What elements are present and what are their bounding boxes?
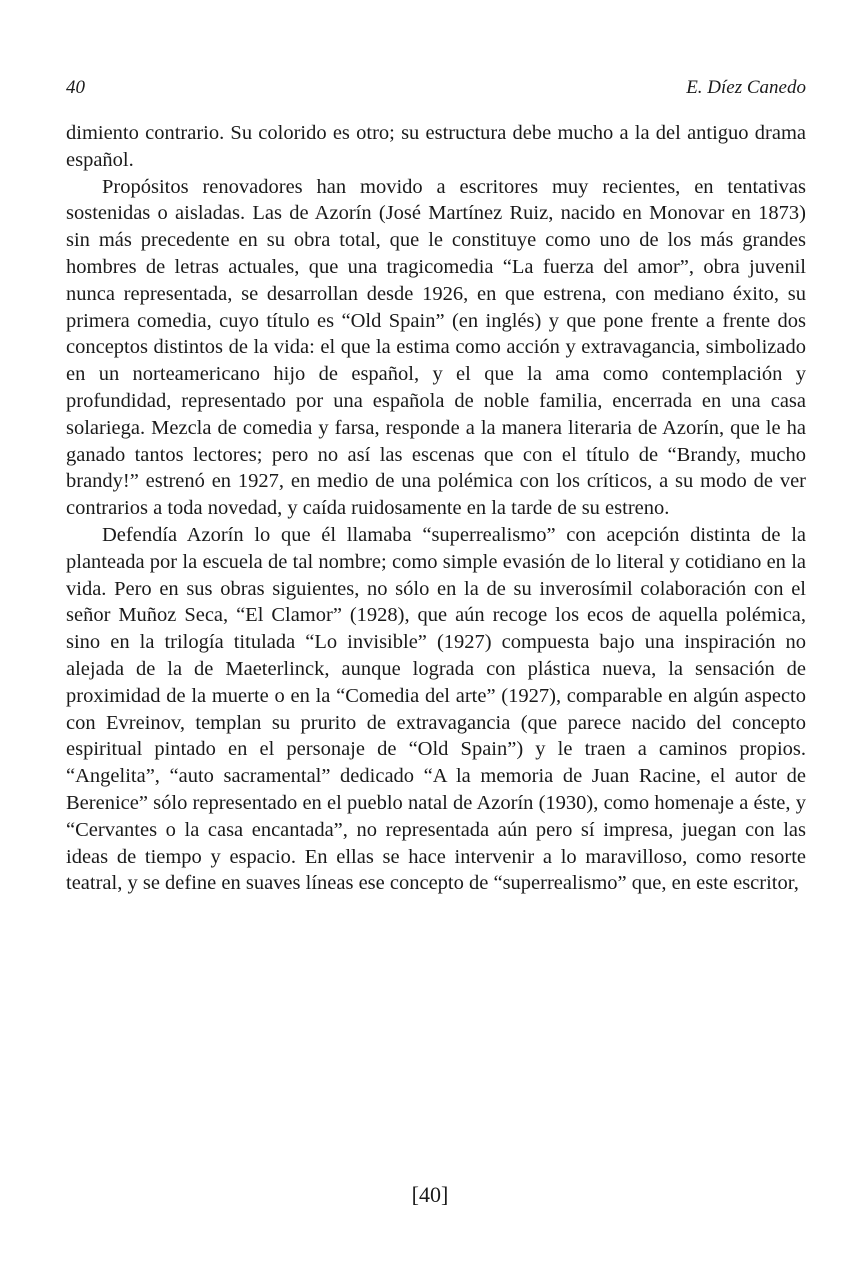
paragraph: Propósitos renovadores han movido a escritores muy recientes, en tentativas sostenidas o aisladas. Las de Azorín (José Martínez Ruiz, nacido en Monovar en 1873) sin más precedente en su obra total, que le constituye como uno de los más grandes hombres de letras actuales, que una tragicomedia “La fuerza del amor”, obra juvenil nunca representada, se desarrollan desde 1926, en que estrena, con mediano éxito, su primera comedia, cuyo título es “Old Spain” (en inglés) y que pone frente a frente dos conceptos distintos de la vida: el que la estima como acción y extravagancia, simbolizado en un norteamericano hijo de español, y el que la ama como contemplación y profundidad, representado por una española de noble familia, encerrada en una casa solariega. Mezcla de comedia y farsa, responde a la manera literaria de Azorín, que le ha ganado tantos lectores; pero no así las escenas que con el título de “Brandy, mucho brandy!” estrenó en 1927, en medio de una polémica con los críticos, a su modo de ver contrarios a toda novedad, y caída ruidosamente en la tarde de su estreno. [66,175,806,520]
page-folio: [40] [411,1182,449,1207]
paragraph-continued: dimiento contrario. Su colorido es otro; su estructura debe mucho a la del antiguo drama español. [66,122,806,171]
paragraph: Defendía Azorín lo que él llamaba “superrealismo” con acepción distinta de la planteada por la escuela de tal nombre; como simple evasión de lo literal y cotidiano en la vida. Pero en sus obras siguientes, no sólo en la de su inverosímil colaboración con el señor Muñoz Seca, “El Clamor” (1928), que aún recoge los ecos de aquella polémica, sino en la trilogía titulada “Lo invisible” (1927) compuesta bajo una inspiración no alejada de la de Maeterlinck, aunque lograda con plástica nueva, la sensación de proximidad de la muerte o en la “Comedia del arte” (1927), comparable en algún aspecto con Evreinov, templan su prurito de extravagancia (que parece nacido del concepto espiritual pintado en el personaje de “Old Spain”) y le traen a caminos propios. “Angelita”, “auto sacramental” dedicado “A la memoria de Juan Racine, el autor de Berenice” sólo representado en el pueblo natal de Azorín (1930), como homenaje a éste, y “Cervantes o la casa encantada”, no representada aún pero sí impresa, juegan con las ideas de tiempo y espacio. En ellas se hace intervenir a lo maravilloso, como resorte teatral, y se define en suaves líneas ese concepto de “superrealismo” que, en este escritor, [66,523,806,895]
body-text [66,120,806,897]
running-head [66,74,806,102]
running-head-author: E. Díez Canedo [686,77,806,98]
page-number: 40 [66,77,85,98]
